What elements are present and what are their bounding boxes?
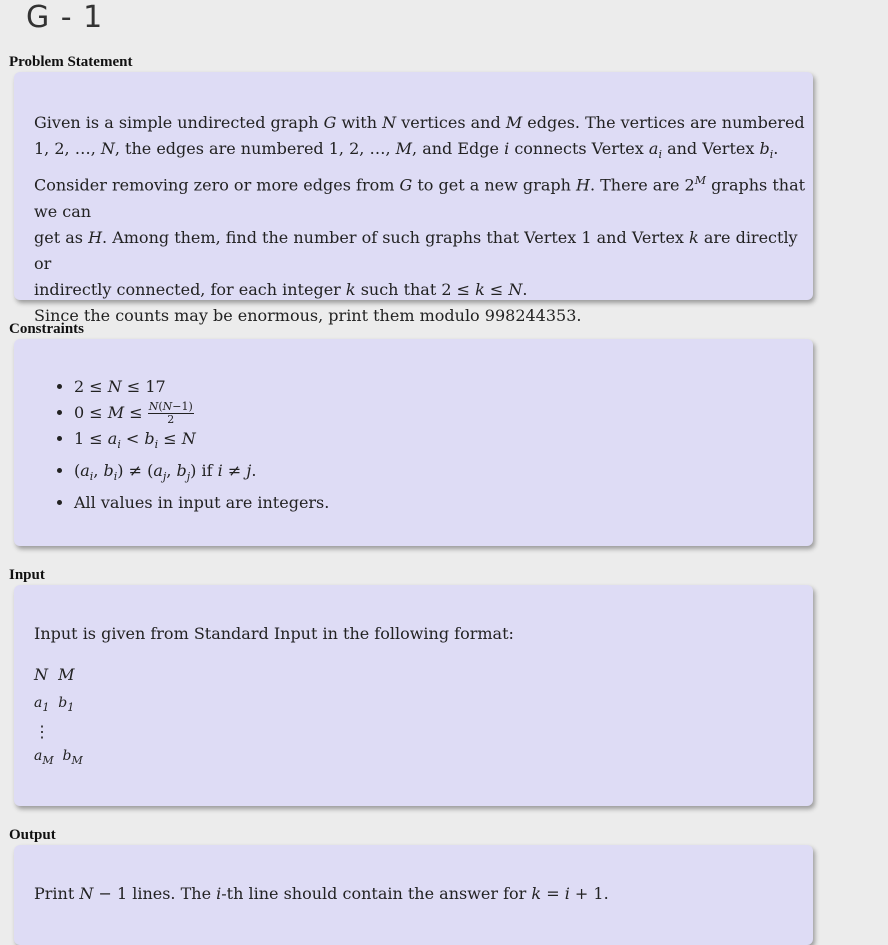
constraints-box	[14, 339, 813, 546]
output-heading: Output	[9, 827, 56, 843]
input-box	[14, 585, 813, 806]
output-box	[14, 845, 813, 945]
output-text: Print N − 1 lines. The i-th line should contain the answer for k = i + 1.	[34, 884, 609, 903]
constraint-ab: • $1 \le a_i < b_i \le N$	[74, 426, 813, 458]
input-format: N M $a_1$ $b_1$ ⋮ $a_M$ $b_M$	[34, 665, 83, 767]
constraints-heading: Constraints	[9, 321, 85, 337]
constraint-n: • 2 ≤ N ≤ 17	[74, 374, 813, 400]
problem-text: Given is a simple undirected graph G with N vertices and M edges. The vertices are numbered 1, 2, …, N, the edges are numbered 1, 2, …, M, and Edge i connects Vertex $a_i$ and Vertex $b_i$. Consider removing zero or more edges from G to get a new graph H. There are $2^M$ graphs that we can get as H. Among them, find the number of such graphs that Vertex 1 and Vertex k are directly or indirectly connected, for each integer k such that 2 ≤ k ≤ N. Since the counts may be enormous, print them modulo 998244353.	[34, 113, 806, 325]
page-title: G - 1	[26, 0, 104, 35]
input-intro: Input is given from Standard Input in the following format:	[34, 624, 514, 643]
constraint-distinct: • ($a_i$, $b_i) \ne (a_j$, $b_j$) if i ≠ j.	[74, 458, 813, 490]
problem-statement-box	[14, 72, 813, 325]
constraint-m: • 0 ≤ M ≤ $\frac{N(N-1)}{2}$	[74, 400, 813, 426]
problem-statement-heading: Problem Statement	[9, 54, 133, 70]
constraint-integers: • All values in input are integers.	[74, 490, 813, 516]
constraints-list	[34, 374, 813, 516]
input-heading: Input	[9, 567, 45, 583]
